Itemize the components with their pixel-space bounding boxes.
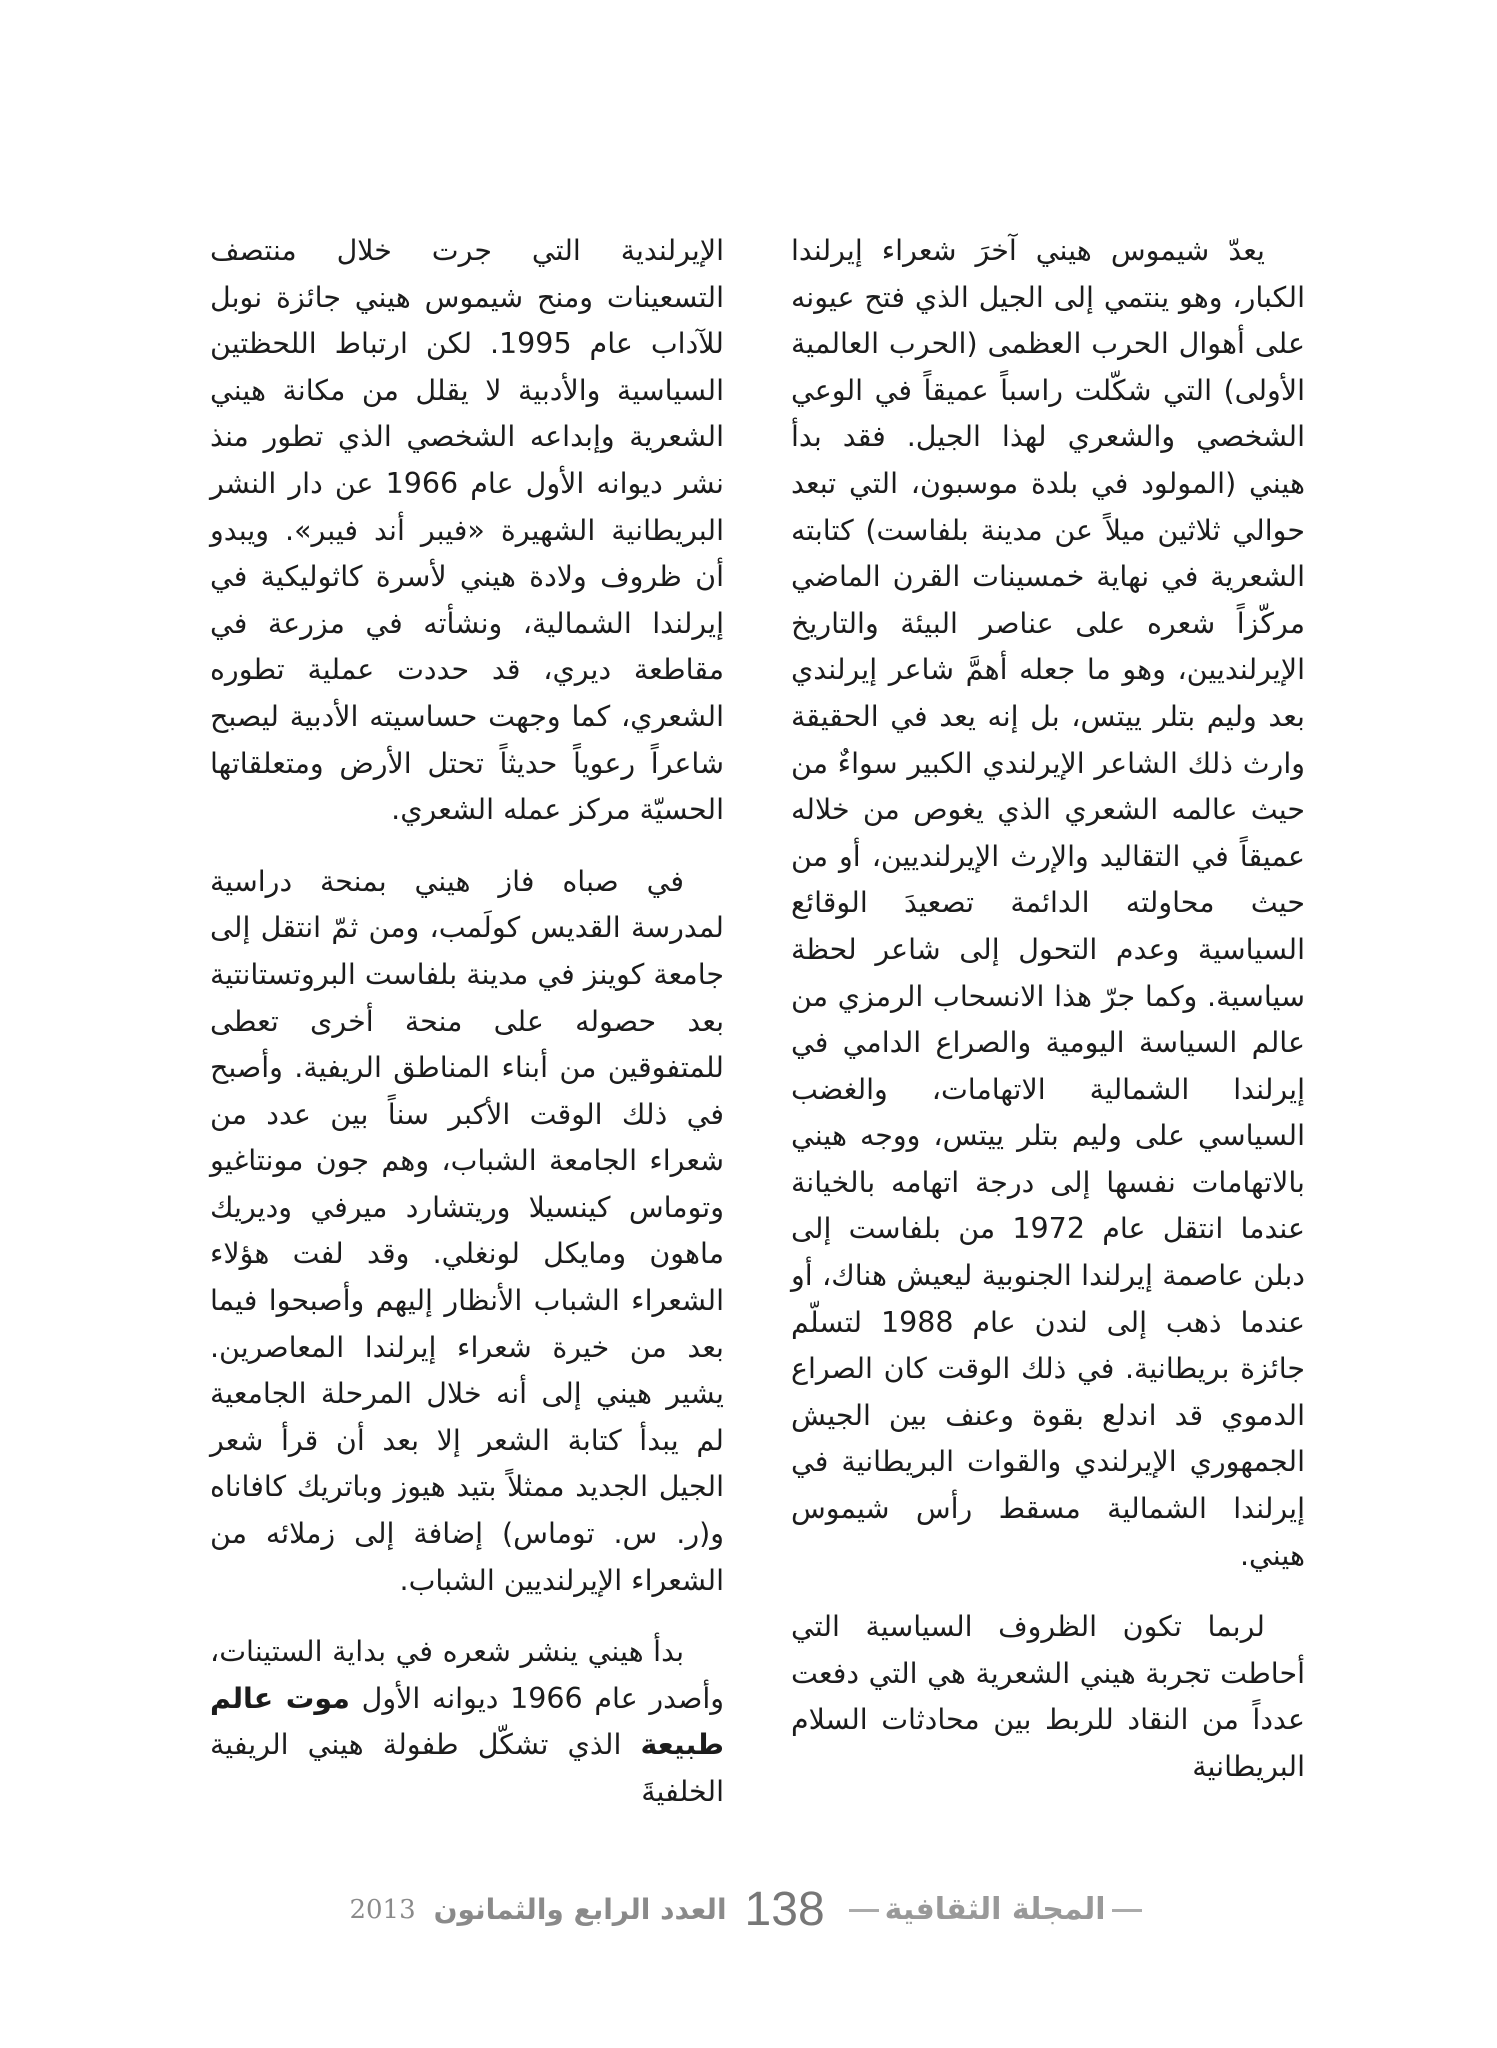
article-column-left	[210, 228, 724, 1841]
issue-year: 2013	[349, 1894, 416, 1925]
magazine-name: المجلة الثقافية	[884, 1892, 1106, 1927]
first-collection-rest: الذي تشكّل طفولة هيني الريفية الخلفيةَ	[210, 1728, 724, 1808]
paragraph-nobel-prize: الإيرلندية التي جرت خلال منتصف التسعينات ومنح شيموس هيني جائزة نوبل للآداب عام 1995. لكن ارتباط اللحظتين السياسية والأدبية لا يقلل من مكانة هيني الشعرية وإبداعه الشخصي الذي تطور منذ نشر ديوانه الأول عام 1966 عن دار النشر البريطانية الشهيرة «فيبر أند فيبر». ويبدو أن ظروف ولادة هيني لأسرة كاثوليكية في إيرلندا الشمالية، ونشأته في مزرعة في مقاطعة ديري، قد حددت عملية تطوره الشعري، كما وجهت حساسيته الأدبية ليصبح شاعراً رعوياً حديثاً تحتل الأرض ومتعلقاتها الحسيّة مركز عمله الشعري.	[210, 234, 724, 827]
page-number: 138	[744, 1883, 825, 1936]
page-footer	[0, 1882, 1497, 1937]
magazine-logo	[843, 1892, 1148, 1927]
paragraph-heaney-intro: يعدّ شيموس هيني آخرَ شعراء إيرلندا الكبار، وهو ينتمي إلى الجيل الذي فتح عيونه على أهوال الحرب العظمى (الحرب العالمية الأولى) التي شكّلت راسباً عميقاً في الوعي الشخصي والشعري لهذا الجيل. فقد بدأ هيني (المولود في بلدة موسبون، التي تبعد حوالي ثلاثين ميلاً عن مدينة بلفاست) كتابته الشعرية في نهاية خمسينات القرن الماضي مركّزاً شعره على عناصر البيئة والتاريخ الإيرلنديين، وهو ما جعله أهمَّ شاعر إيرلندي بعد وليم بتلر ييتس، بل إنه يعد في الحقيقة وارث ذلك الشاعر الإيرلندي الكبير سواءٌ من حيث عالمه الشعري الذي يغوص من خلاله عميقاً في التقاليد والإرث الإيرلنديين، أو من حيث محاولته الدائمة تصعيدَ الوقائع السياسية وعدم التحول إلى شاعر لحظة سياسية. وكما جرّ هذا الانسحاب الرمزي من عالم السياسة اليومية والصراع الدامي في إيرلندا الشمالية الاتهامات، والغضب السياسي على وليم بتلر ييتس، ووجه هيني بالاتهامات نفسها إلى درجة اتهامه بالخيانة عندما انتقل عام 1972 من بلفاست إلى دبلن عاصمة إيرلندا الجنوبية ليعيش هناك، أو عندما ذهب إلى لندن عام 1988 لتسلّم جائزة بريطانية. في ذلك الوقت كان الصراع الدموي قد اندلع بقوة وعنف بين الجيش الجمهوري الإيرلندي والقوات البريطانية في إيرلندا الشمالية مسقط رأس شيموس هيني.	[791, 234, 1306, 1572]
logo-stroke-icon	[849, 1909, 879, 1912]
paragraph-education: في صباه فاز هيني بمنحة دراسية لمدرسة القديس كولَمب، ومن ثمّ انتقل إلى جامعة كوينز في مدينة بلفاست البروتستانتية بعد حصوله على منحة أخرى تعطى للمتفوقين من أبناء المناطق الريفية. وأصبح في ذلك الوقت الأكبر سناً بين عدد من شعراء الجامعة الشباب، وهم جون مونتاغيو وتوماس كينسيلا وريتشارد ميرفي وديريك ماهون ومايكل لونغلي. وقد لفت هؤلاء الشعراء الشباب الأنظار إليهم وأصبحوا فيما بعد من خيرة شعراء إيرلندا المعاصرين. يشير هيني إلى أنه خلال المرحلة الجامعية لم يبدأ كتابة الشعر إلا بعد أن قرأ شعر الجيل الجديد ممثلاً بتيد هيوز وباتريك كافاناه و(ر. س. توماس) إضافة إلى زملائه من الشعراء الإيرلنديين الشباب.	[210, 864, 724, 1597]
article-column-right	[791, 228, 1305, 1816]
paragraph-political-circumstances: لربما تكون الظروف السياسية التي أحاطت تجربة هيني الشعرية هي التي دفعت عدداً من النقاد للربط بين محادثات السلام البريطانية	[791, 1610, 1305, 1783]
first-collection-intro: بدأ هيني ينشر شعره في بداية الستينات، وأصدر عام 1966 ديوانه الأول	[210, 1635, 725, 1715]
logo-stroke-icon	[1112, 1909, 1142, 1912]
book-title: موت عالم طبيعة	[210, 1681, 724, 1762]
issue-number: العدد الرابع والثمانون	[433, 1893, 727, 1926]
paragraph-first-collection	[210, 1629, 724, 1815]
